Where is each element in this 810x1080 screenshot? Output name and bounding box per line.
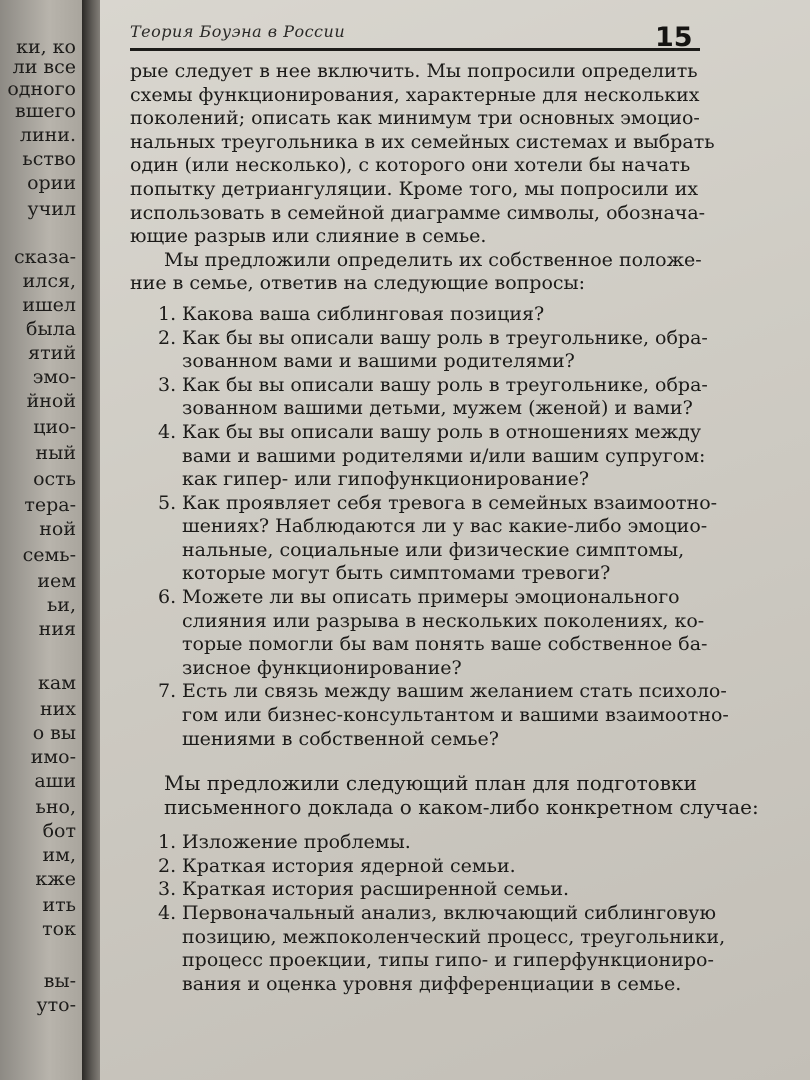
text-line: ние в семье, ответив на следующие вопросы: [130, 272, 586, 295]
text-line: один (или несколько), с которого они хотели бы начать [130, 154, 691, 177]
question-item [130, 374, 720, 421]
left-page-fragment: ить [42, 894, 76, 916]
plan-list [130, 831, 726, 996]
text-line: Как бы вы описали вашу роль в треугольнике, обра- [182, 373, 708, 396]
list-number: 2. [158, 326, 177, 349]
left-page-fragment: семь- [22, 544, 76, 566]
page-body [130, 60, 759, 996]
paragraph-2 [130, 249, 720, 296]
text-line: слияния или разрыва в нескольких поколениях, ко- [182, 609, 705, 632]
text-line: позицию, межпоколенческий процесс, треугольники, [182, 925, 726, 948]
text-line: Как бы вы описали вашу роль в отношениях между [182, 420, 702, 443]
text-line: зисное функционирование? [182, 656, 462, 679]
text-line: поколений; описать как минимум три основных эмоцио- [130, 107, 700, 130]
page-number: 15 [655, 22, 693, 53]
plan-item [130, 902, 726, 996]
left-page-fragment: одного [7, 78, 76, 100]
text-line: торые помогли бы вам понять ваше собственное ба- [182, 633, 708, 656]
list-number: 3. [158, 373, 177, 396]
running-header [130, 18, 700, 51]
text-line: Первоначальный анализ, включающий сиблинговую [182, 902, 716, 924]
list-number: 3. [158, 878, 177, 901]
text-line: процесс проекции, типы гипо- и гиперфункциониро- [182, 949, 714, 972]
left-page-fragment: йной [26, 390, 76, 412]
text-line: использовать в семейной диаграмме символы, обознача- [130, 201, 706, 224]
left-page-fragment: ния [38, 618, 76, 640]
question-item [130, 680, 729, 751]
left-page-fragment: была [26, 318, 76, 340]
left-page-fragment: вы- [43, 970, 76, 992]
list-number: 4. [158, 420, 177, 443]
text-line: Краткая история расширенной семьи. [182, 878, 570, 901]
left-page-fragment: эмо- [32, 366, 76, 388]
plan-item [130, 878, 720, 902]
left-page-fragment: учил [27, 198, 76, 220]
text-line: Можете ли вы описать примеры эмоционального [182, 586, 680, 609]
left-page-fragment: ием [37, 570, 76, 592]
left-page-fragment: ьство [22, 148, 76, 170]
question-item [130, 303, 720, 327]
list-number: 5. [158, 491, 177, 514]
text-line: шениях? Наблюдаются ли у вас какие-либо эмоцио- [182, 515, 708, 538]
list-number: 2. [158, 854, 177, 877]
list-number: 1. [158, 831, 177, 854]
running-title: Теория Боуэна в России [130, 22, 346, 41]
left-page-fragment: ный [35, 442, 76, 464]
left-page-fragment: о вы [32, 722, 76, 744]
left-page-fragment: ятий [28, 342, 76, 364]
left-page-fragment: ки, ко [16, 36, 76, 58]
left-page-fragment: лини. [19, 124, 76, 146]
text-line: Какова ваша сиблинговая позиция? [182, 302, 545, 325]
text-line: Есть ли связь между вашим желанием стать психоло- [182, 680, 727, 703]
left-page-fragment: тера- [24, 494, 76, 516]
text-line: зованном вашими детьми, мужем (женой) и вами? [182, 397, 693, 420]
left-page-fragment: кам [38, 672, 76, 694]
left-page-fragment: ьно, [35, 796, 76, 818]
left-page-fragment: аши [34, 770, 76, 792]
text-line: Изложение проблемы. [182, 831, 411, 854]
list-number: 4. [158, 902, 177, 924]
paragraph-1 [130, 60, 720, 249]
text-line: Как бы вы описали вашу роль в треугольнике, обра- [182, 326, 708, 349]
question-item [130, 586, 720, 680]
left-page-fragment: имо- [30, 746, 76, 768]
left-page-fragment: ной [39, 518, 76, 540]
left-page-fragment: кже [35, 868, 76, 890]
text-line: вания и оценка уровня дифференциации в семье. [182, 972, 682, 995]
text-line: вами и вашими родителями и/или вашим супругом: [182, 444, 706, 467]
text-line: Как проявляет себя тревога в семейных взаимоотно- [182, 491, 718, 514]
question-item [130, 492, 720, 586]
left-page-fragment: сказа- [14, 246, 76, 268]
text-line: как гипер- или гипофункционирование? [182, 468, 590, 491]
list-number: 6. [158, 586, 177, 609]
text-line: Краткая история ядерной семьи. [182, 854, 516, 877]
left-page-fragment: вшего [15, 100, 76, 122]
paragraph-3 [130, 771, 759, 820]
text-line: нальные, социальные или физические симптомы, [182, 538, 685, 561]
text-line: письменного доклада о каком-либо конкретном случае: [164, 795, 759, 820]
text-line: гом или бизнес-консультантом и вашими взаимоотно- [182, 704, 729, 727]
text-line: зованном вами и вашими родителями? [182, 350, 575, 373]
left-page-fragment: ость [33, 468, 76, 490]
question-item [130, 327, 720, 374]
left-page-fragment: уто- [36, 994, 76, 1016]
text-line: рые следует в нее включить. Мы попросили определить [130, 60, 698, 82]
text-line: шениями в собственной семье? [182, 727, 499, 750]
previous-page-edge [0, 0, 82, 1080]
left-page-fragment: бот [42, 820, 76, 842]
question-item [130, 421, 720, 492]
list-number: 7. [158, 680, 177, 703]
left-page-fragment: ишел [22, 294, 76, 316]
left-page-fragment: ился, [22, 270, 76, 292]
left-page-fragment: ток [42, 918, 76, 940]
text-line: которые могут быть симптомами тревоги? [182, 562, 611, 585]
left-page-fragment: цио- [33, 416, 76, 438]
text-line: Мы предложили следующий план для подготовки [164, 771, 697, 796]
left-page-fragment: ории [27, 172, 76, 194]
left-page-fragment: них [39, 698, 76, 720]
text-line: ющие разрыв или слияние в семье. [130, 225, 487, 248]
plan-item [130, 855, 720, 879]
text-line: попытку детриангуляции. Кроме того, мы попросили их [130, 177, 699, 200]
left-page-fragment: им, [42, 844, 76, 866]
left-page-fragment: ьи, [46, 594, 76, 616]
left-page-fragment: ли все [12, 56, 76, 78]
list-number: 1. [158, 302, 177, 325]
text-line: схемы функционирования, характерные для нескольких [130, 83, 700, 106]
plan-item [130, 831, 720, 855]
question-list [130, 302, 729, 751]
text-line: нальных треугольника в их семейных системах и выбрать [130, 130, 715, 153]
text-line: Мы предложили определить их собственное положе- [164, 248, 702, 271]
